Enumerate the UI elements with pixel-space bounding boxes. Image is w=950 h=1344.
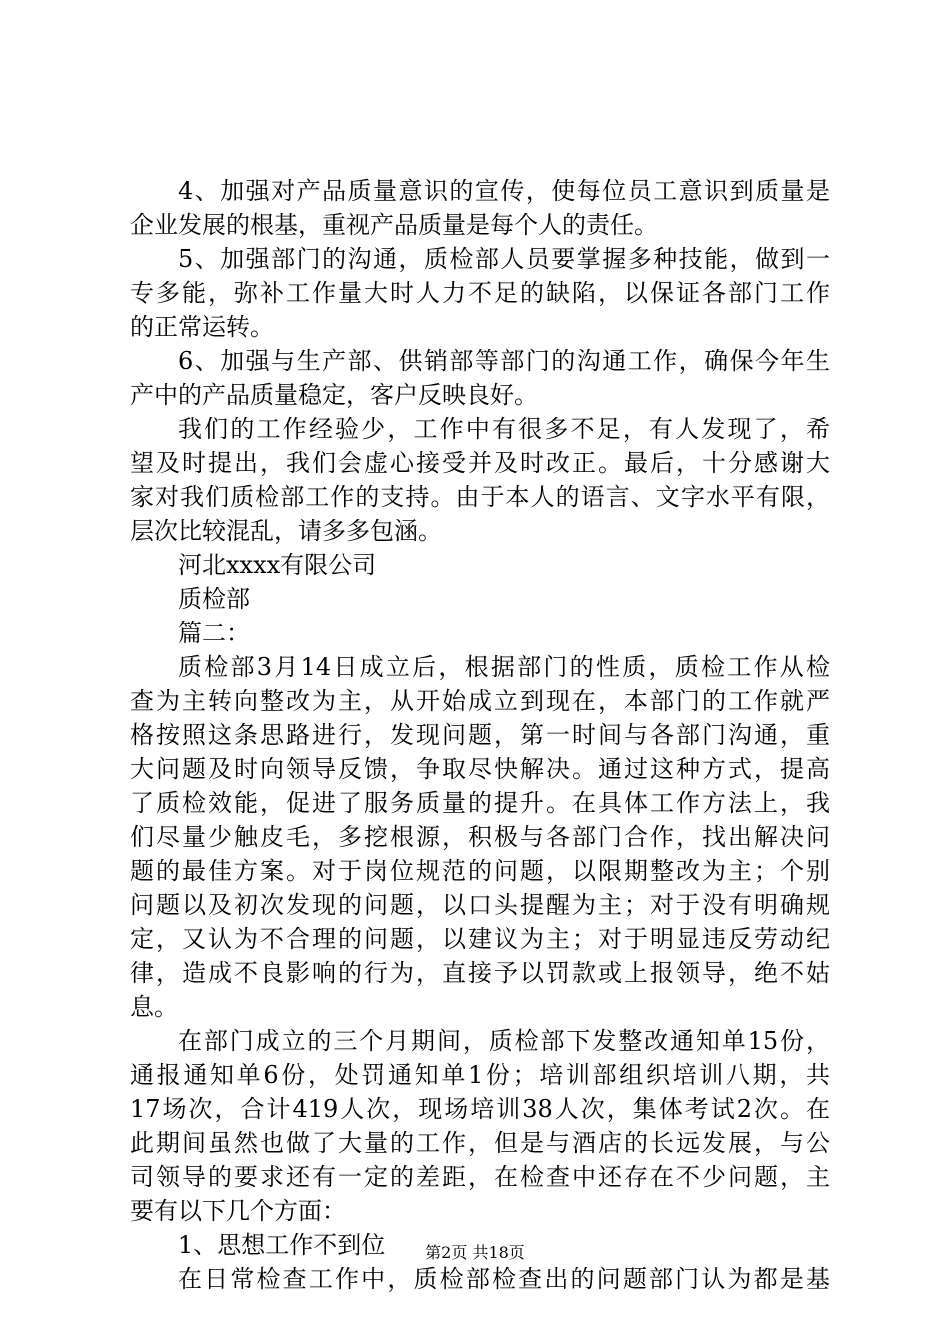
body-line: 家对我们质检部工作的支持。由于本人的语言、文字水平有限， bbox=[130, 483, 830, 511]
body-line: 律，造成不良影响的行为，直接予以罚款或上报领导，绝不姑 bbox=[130, 959, 830, 987]
body-line: 产中的产品质量稳定，客户反映良好。 bbox=[130, 381, 538, 409]
body-line: 企业发展的根基，重视产品质量是每个人的责任。 bbox=[130, 211, 658, 239]
body-line: 通报通知单6份，处罚通知单1份；培训部组织培训八期，共 bbox=[130, 1061, 830, 1089]
body-line: 专多能，弥补工作量大时人力不足的缺陷，以保证各部门工作 bbox=[130, 279, 830, 307]
body-line: 大问题及时向领导反馈，争取尽快解决。通过这种方式，提高 bbox=[130, 755, 830, 783]
body-line: 此期间虽然也做了大量的工作，但是与酒店的长远发展，与公 bbox=[130, 1129, 830, 1157]
body-line: 定，又认为不合理的问题，以建议为主；对于明显违反劳动纪 bbox=[130, 925, 830, 953]
page-number: 第2页 共18页 bbox=[425, 1243, 525, 1262]
body-line: 在部门成立的三个月期间，质检部下发整改通知单15份， bbox=[178, 1027, 830, 1055]
body-line: 们尽量少触皮毛，多挖根源，积极与各部门合作，找出解决问 bbox=[130, 823, 830, 851]
body-line: 查为主转向整改为主，从开始成立到现在，本部门的工作就严 bbox=[130, 687, 830, 715]
body-line: 的正常运转。 bbox=[130, 313, 274, 341]
body-line: 格按照这条思路进行，发现问题，第一时间与各部门沟通，重 bbox=[130, 721, 830, 749]
body-line: 4、加强对产品质量意识的宣传，使每位员工意识到质量是 bbox=[178, 177, 830, 205]
body-line: 题的最佳方案。对于岗位规范的问题，以限期整改为主；个别 bbox=[130, 857, 830, 885]
department-name: 质检部 bbox=[178, 585, 250, 613]
body-line: 要有以下几个方面： bbox=[130, 1197, 346, 1225]
body-line: 了质检效能，促进了服务质量的提升。在具体工作方法上，我 bbox=[130, 789, 830, 817]
body-line: 5、加强部门的沟通，质检部人员要掌握多种技能，做到一 bbox=[178, 245, 830, 273]
body-line: 息。 bbox=[130, 993, 178, 1021]
body-line: 我们的工作经验少，工作中有很多不足，有人发现了，希 bbox=[178, 415, 830, 443]
body-line: 17场次，合计419人次，现场培训38人次，集体考试2次。在 bbox=[130, 1095, 830, 1123]
body-line: 层次比较混乱，请多多包涵。 bbox=[130, 517, 442, 545]
section-heading: 篇二： bbox=[178, 619, 250, 647]
body-line: 在日常检查工作中，质检部检查出的问题部门认为都是基 bbox=[178, 1265, 830, 1293]
body-line: 质检部3月14日成立后，根据部门的性质，质检工作从检 bbox=[178, 653, 830, 681]
subsection-heading: 1、思想工作不到位 bbox=[178, 1231, 386, 1259]
body-line: 6、加强与生产部、供销部等部门的沟通工作，确保今年生 bbox=[178, 347, 830, 375]
body-line: 望及时提出，我们会虚心接受并及时改正。最后，十分感谢大 bbox=[130, 449, 830, 477]
body-line: 问题以及初次发现的问题，以口头提醒为主；对于没有明确规 bbox=[130, 891, 830, 919]
company-name: 河北xxxx有限公司 bbox=[178, 551, 377, 579]
body-line: 司领导的要求还有一定的差距，在检查中还存在不少问题，主 bbox=[130, 1163, 830, 1191]
